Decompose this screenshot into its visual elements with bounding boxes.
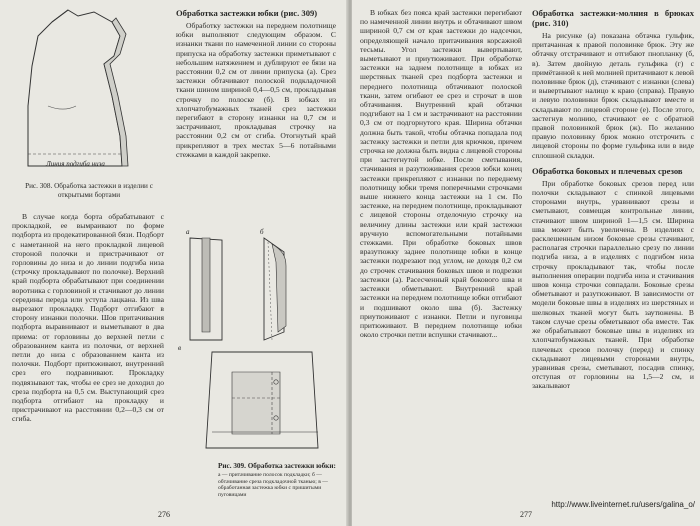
paragraph: На рисунке (а) показана обтачка гульфик, притачанная к правой половинке брюк. Эту же обтачку отстрачивают и отгибают пнопланку (б, в). Затем двойную деталь гульфика (г) с примётанной к ней молнией притачивают к левой половинке брюк (д), стачивают с изнанки (слева) и вывертывают налицо к краю (справа). Правую и левую половинки брюк складывают вместе и складывают по лицевой стороне (е). После этого, застегнув молнию, стачивают ее с обратной правой половинкой брюк (ж). По желанию правую половинку брюк можно отстрочить с лицевой стороны по форме гульфика или в виде сплошной складки. bbox=[532, 31, 694, 160]
page-number-right: 277 bbox=[520, 510, 532, 519]
figure-308 bbox=[8, 6, 173, 181]
paragraph: В юбках без пояса край застежки перегибают по намеченной линии внутрь и обтачивают швом шириной 0,7 см от края застежки до надсечки, определяющей начало притачивания корсажной тесьмы. Угол застежки вывертывают, выметывают и приутюживают. При обработке застежки на заднем полотнище в юбках из шерстяных тканей срез подборта застежки и переднего полотнища обтачивают полоской ткани, затем огибают ее срез и строчат в шов обтачивания. Внутренний край обтачки подгибают на 1 см и застрачивают на расстоянии 0,3 см от подгорнутого края. Ширина обтачки должна быть такой, чтобы обтачка попадала под застежку застежки и петли для крючков, причем строчка не должна быть видна с лицевой стороны при застегнутой юбке. После сметывания, стачивания и разутюживания срезов юбки конец застежки прикрепляют с изнанки по переднему полотнищу юбки тремя поперечными строчками выше нижнего конца застежки на 1 см. По застежке, на переднем полотнище, прокладывают с лицевой стороны отделочную строчку на величину длины застежки или край застежки вручную вспомогательными потайными стежками. При обработке боковых швов вразутюжку заднее полотнище юбки в конце застежки подрезают под углом, не доходя 0,2 см до строчек стачивания боковых швов и подрезки застежки (а). Расесченный край бокового шва и застежки обметывают. Внутренний край застежки на переднем полотнище юбки отгибают и подшивают около шва (б). Застежку приутюживают с изнанки. Петли и пуговицы притюживают. В переднем полотнище юбки около строчки петли вспушки стачивают... bbox=[360, 8, 522, 340]
right-page bbox=[352, 0, 700, 526]
section-heading: Обработка застежки юбки (рис. 309) bbox=[176, 8, 318, 18]
paragraph: В случае когда борта обрабатывают с прокладкой, ее вымраивают по форме подборта из продекатированной бязи. Подборт с наметанной на него прокладкой лицевой стороной полочки и пристрачивают от горловины до низа и до линии подгиба низа (строчку прокладывают по полочке). Верхний край подборта обрабатывают при соединении воротника с горловиной и стачивают до линии середины переда или уступа лацкана. Из шва вырезают прокладку. Подборт отгибают в сторону изнанки полочки. Шов притачивания подборта выравнивают и выметывают в два приема: от горловины до верхней петли с образованием канта из полочки, от верхней петли до низа с образованием канта из полочки. Подборт притюживают, внутренний срез его подравнивают. Прокладку подвязывают так, чтобы ее срез не доходил до среза подборта на 0,5 см. Выступающий срез подборта отгибают на прокладку и пристрачивают на расстоянии 0,2—0,3 см от сгиба. bbox=[12, 212, 164, 424]
figure-309-letter-b: б bbox=[260, 228, 264, 236]
figure-308-caption: Рис. 308. Обработка застежки в изделии с открытыми бортами bbox=[25, 182, 153, 199]
figure-309-letter-v: в bbox=[178, 344, 182, 352]
figure-309-letter-a: а bbox=[186, 228, 190, 236]
page-number-left: 276 bbox=[158, 510, 170, 519]
source-url-watermark: http://www.liveinternet.ru/users/galina_o/ bbox=[551, 500, 695, 509]
figure-309 bbox=[172, 222, 342, 460]
figure-309-caption: Рис. 309. Обработка застежки юбки: bbox=[218, 462, 336, 470]
left-page bbox=[0, 0, 348, 526]
figure-308-hem-label: Линия подгиба низа bbox=[46, 160, 105, 168]
paragraph: Обработку застежки на переднем полотнище юбки выполняют следующим образом. С изнанки ткани по намеченной линии со стороны припуска на обработку застежки приметывают с небольшим натяжением и дублируют ее бязи на расстоянии 0,2 см от линии припуска (а). Срез застежки обтачивают полоской подкладочной ткани шином шириной 0,4—0,5 см, прокладывая строчку по полоске (б). В юбках из хлопчатобумажных тканей срез застежки перегибают в сторону изнанки на 0,7 см и застрачивают, прокладывая строчку на расстоянии 0,2 см от сгиба. Отогнутый край прикрепляют в трех местах 5—6 потайными стежками в каждой закрепке. bbox=[176, 21, 336, 159]
paragraph: При обработке боковых срезов перед или полочки складывают с спинкой лицевыми сторонами внутрь, уравнивают срезы и сметывают, совмещая контрольные линии, стачивают швом шириной 1—1,5 см. Ширина шва может быть увеличена. В изделиях с расклешенным низом боковые срезы стачивают, располагая строчки параллельно срезу по линии подгиба низа, а в изделиях с подгибом низа строчку прокладывают так, чтобы после выполнения операции подгиба низа и стачивания швов конца строчки совпадали. Боковые срезы обметывают и разутюживают. В зависимости от модели боковые швы в изделиях из шерстяных и шелковых тканей могут быть заутюжены. В таком случае срезы обметывают оба вместе. Так же обрабатывают боковые швы в изделиях из хлопчатобумажных тканей. При обработке плечевых срезов полочку (перед) и спинку складывают лицевыми сторонами внутрь, уравнивая срезы, сметывают, посадив спинку, отступая от горловины на 1,5—2 см, и закалывают bbox=[532, 178, 694, 391]
left-page-column-right bbox=[176, 8, 336, 222]
figure-309-legend: а — притачивание полосок подкладки; б — обтачивание среза подкладочной тканью; в — обработанная застежка юбки с пришитыми пуговицами bbox=[218, 472, 328, 498]
section-heading: Обработка застежки-молния в брюках (рис. 310) bbox=[532, 8, 694, 28]
left-page-column-left bbox=[12, 212, 164, 508]
section-heading: Обработка боковых и плечевых срезов bbox=[532, 165, 683, 176]
right-page-column-right bbox=[532, 8, 694, 496]
right-page-column-left bbox=[360, 8, 522, 496]
